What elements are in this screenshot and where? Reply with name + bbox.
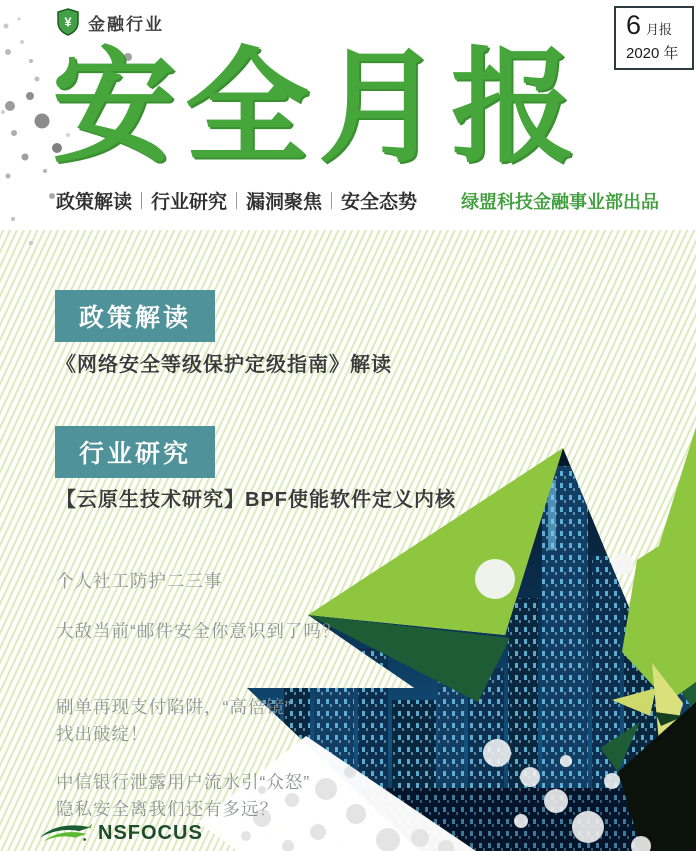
subtitle-row xyxy=(56,187,659,214)
issue-month-line xyxy=(626,11,686,41)
industry-badge xyxy=(56,8,164,36)
nsfocus-logo-text: NSFOCUS xyxy=(98,821,203,844)
topic-bank-leak xyxy=(56,769,310,823)
issue-box xyxy=(614,6,694,70)
topic-social-engineering xyxy=(56,568,223,595)
category-divider xyxy=(236,192,237,209)
shield-yuan-icon xyxy=(56,8,80,36)
topic-line: 个人社工防护二三事 xyxy=(56,571,223,591)
section-header-industry: 行业研究 xyxy=(55,426,215,478)
topic-line: 刷单再现支付陷阱，“高倍镜” xyxy=(56,697,292,717)
issue-year: 2020 年 xyxy=(626,44,679,62)
nsfocus-logo xyxy=(38,819,203,847)
issue-month: 6 xyxy=(626,10,642,40)
section-item-industry: 【云原生技术研究】BPF使能软件定义内核 xyxy=(56,489,456,511)
industry-label: 金融行业 xyxy=(88,14,164,34)
topic-email-security xyxy=(56,618,340,645)
topic-payment-scam xyxy=(56,694,292,748)
svg-text:¥: ¥ xyxy=(64,14,72,30)
category-divider xyxy=(331,192,332,209)
section-item-policy: 《网络安全等级保护定级指南》解读 xyxy=(56,354,392,376)
topic-line: 大敌当前“邮件安全你意识到了吗？ xyxy=(56,621,341,641)
issue-month-suffix: 月报 xyxy=(646,22,673,37)
cover-title: 安全月报 xyxy=(52,39,585,177)
topic-line: 隐私安全离我们还有多远？ xyxy=(56,799,278,820)
section-header-policy: 政策解读 xyxy=(55,290,215,342)
category-vulnerability: 漏洞聚焦 xyxy=(246,192,323,213)
category-divider xyxy=(141,192,142,209)
topic-line: 中信银行泄露用户流水引“众怒” xyxy=(56,772,311,792)
nsfocus-swoosh-icon xyxy=(38,819,94,847)
publisher-credit: 绿盟科技金融事业部出品 xyxy=(461,191,660,212)
category-posture: 安全态势 xyxy=(341,192,418,213)
topic-line: 找出破绽！ xyxy=(56,724,149,745)
category-policy: 政策解读 xyxy=(56,192,133,213)
category-industry: 行业研究 xyxy=(151,192,228,213)
